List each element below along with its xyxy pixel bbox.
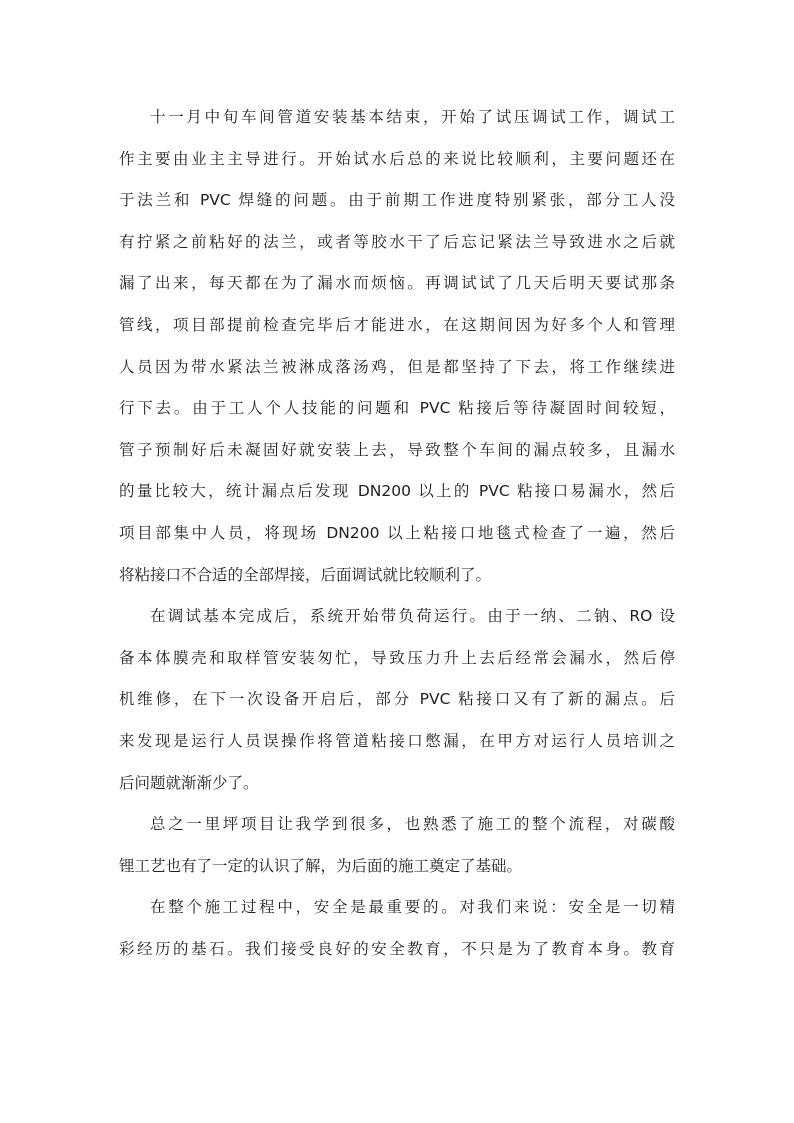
- text-line: 管线，项目部提前检查完毕后才能进水，在这期间因为好多个人和管理: [119, 315, 675, 334]
- text-line: 项目部集中人员，将现场 DN200 以上粘接口地毯式检查了一遍，然后: [119, 523, 675, 542]
- text-line: 于法兰和 PVC 焊缝的问题。由于前期工作进度特别紧张，部分工人没: [119, 191, 675, 210]
- text-line: 后问题就渐渐少了。: [119, 773, 259, 792]
- text-line: 总之一里坪项目让我学到很多，也熟悉了施工的整个流程，对碳酸: [150, 815, 675, 834]
- text-line: 机维修，在下一次设备开启后，部分 PVC 粘接口又有了新的漏点。后: [119, 690, 675, 709]
- text-line: 锂工艺也有了一定的认识了解，为后面的施工奠定了基础。: [119, 856, 523, 875]
- text-line: 行下去。由于工人个人技能的问题和 PVC 粘接后等待凝固时间较短，: [119, 399, 675, 418]
- text-line: 备本体膜壳和取样管安装匆忙，导致压力升上去后经常会漏水，然后停: [119, 648, 675, 667]
- text-line: 的量比较大，统计漏点后发现 DN200 以上的 PVC 粘接口易漏水，然后: [119, 482, 675, 501]
- document-body: [119, 97, 675, 970]
- paragraph-2: [119, 596, 675, 804]
- text-line: 有拧紧之前粘好的法兰，或者等胶水干了后忘记紧法兰导致进水之后就: [119, 232, 675, 251]
- paragraph-1: [119, 97, 675, 596]
- text-line: 将粘接口不合适的全部焊接，后面调试就比较顺利了。: [119, 565, 492, 584]
- paragraph-3: [119, 804, 675, 887]
- text-line: 在调试基本完成后，系统开始带负荷运行。由于一纳、二钠、RO 设: [150, 607, 675, 626]
- text-line: 人员因为带水紧法兰被淋成落汤鸡，但是都坚持了下去，将工作继续进: [119, 357, 675, 376]
- text-line: 来发现是运行人员误操作将管道粘接口憋漏，在甲方对运行人员培训之: [119, 731, 675, 750]
- text-line: 管子预制好后未凝固好就安装上去，导致整个车间的漏点较多，且漏水: [119, 440, 675, 459]
- paragraph-4: [119, 887, 675, 970]
- text-line: 漏了出来，每天都在为了漏水而烦恼。再调试试了几天后明天要试那条: [119, 274, 675, 293]
- text-line: 彩经历的基石。我们接受良好的安全教育，不只是为了教育本身。教育: [119, 939, 675, 958]
- text-line: 作主要由业主主导进行。开始试水后总的来说比较顺利，主要问题还在: [119, 149, 675, 168]
- text-line: 在整个施工过程中，安全是最重要的。对我们来说：安全是一切精: [150, 898, 675, 917]
- text-line: 十一月中旬车间管道安装基本结束，开始了试压调试工作，调试工: [150, 108, 675, 126]
